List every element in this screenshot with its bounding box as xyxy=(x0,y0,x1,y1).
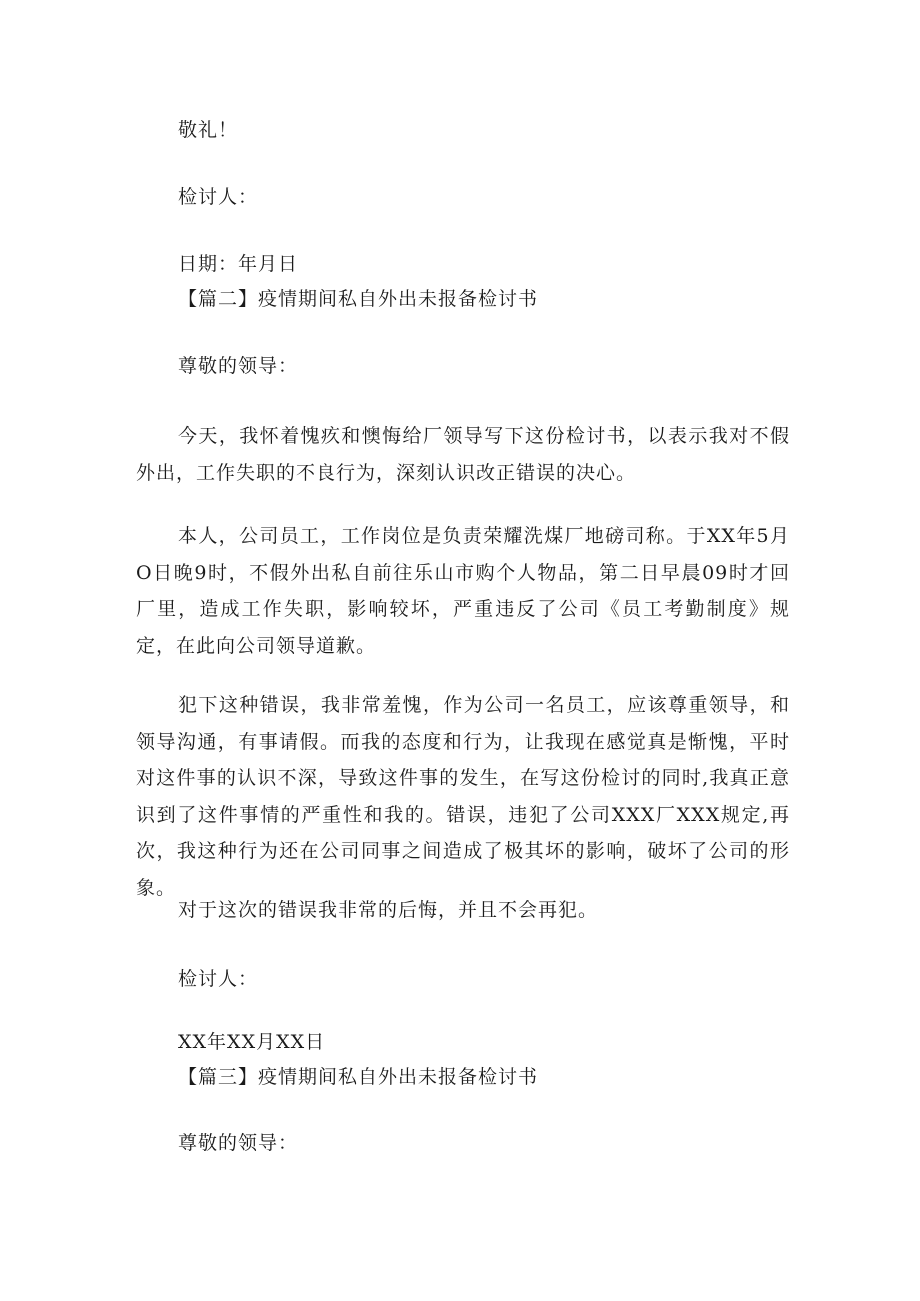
date-line: XX年XX月XX日 xyxy=(178,1031,326,1053)
regret-line: 对于这次的错误我非常的后悔，并且不会再犯。 xyxy=(178,899,599,921)
paragraph-apology-intro: 今天，我怀着愧疚和懊悔给厂领导写下这份检讨书，以表示我对不假外出，工作失职的不良行为，深刻认识改正错误的决心。 xyxy=(136,425,790,484)
paragraph-incident-description: 本人，公司员工，工作岗位是负责荣耀洗煤厂地磅司称。于XX年5月O日晚9时，不假外出私自前往乐山市购个人物品，第二日早晨09时才回厂里，造成工作失职，影响较坏，严重违反了公司《员工考勤制度》规定，在此向公司领导道歉。 xyxy=(136,525,790,657)
salutation: 尊敬的领导： xyxy=(178,1132,299,1154)
salutation: 尊敬的领导： xyxy=(178,355,299,377)
paragraph-reflection: 犯下这种错误，我非常羞愧，作为公司一名员工，应该尊重领导，和领导沟通，有事请假。而我的态度和行为，让我现在感觉真是惭愧，平时对这件事的认识不深，导致这件事的发生，在写这份检讨的同时,我真正意识到了这件事情的严重性和我的。错误，违犯了公司XXX厂XXX规定,再次，我这种行为还在公司同事之间造成了极其坏的影响，破坏了公司的形象。 xyxy=(136,694,790,899)
date-line: 日期：年月日 xyxy=(178,253,299,275)
signature-label: 检讨人： xyxy=(178,186,259,208)
closing-line: 敬礼！ xyxy=(178,119,239,141)
section-heading-2: 【篇二】疫情期间私自外出未报备检讨书 xyxy=(178,288,539,310)
signature-label: 检讨人： xyxy=(178,968,259,990)
section-heading-3: 【篇三】疫情期间私自外出未报备检讨书 xyxy=(178,1066,539,1088)
